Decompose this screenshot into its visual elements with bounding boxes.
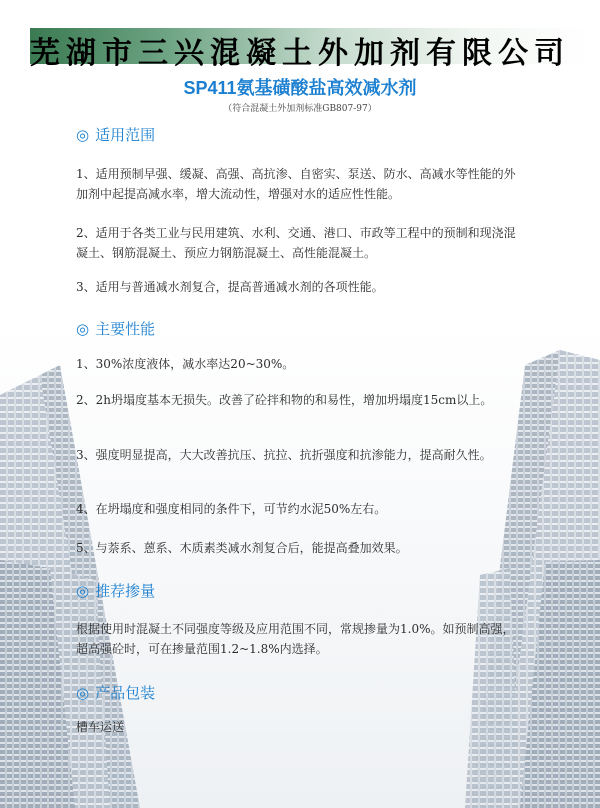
dosage-text: 根据使用时混凝土不同强度等级及应用范围不同，常规掺量为1.0%。如预制高强，超高强砼时，可在掺量范围1.2~1.8%内选择。 (76, 622, 515, 656)
product-title: SP411氨基磺酸盐高效减水剂 (183, 78, 417, 98)
performance-item-5: 5、与萘系、蒽系、木质素类减水剂复合后，能提高叠加效果。 (76, 541, 408, 555)
performance-item-1: 1、30%浓度液体，减水率达20~30%。 (76, 357, 295, 371)
standard-note: （符合混凝土外加剂标准GB807-97） (223, 104, 377, 114)
section-heading-dosage: ◎ 推荐掺量 (76, 582, 156, 600)
scope-item-1: 1、适用预制早强、缓凝、高强、高抗渗、自密实、泵送、防水、高减水等性能的外加剂中起提高减水率，增大流动性，增强对水的适应性性能。 (76, 167, 516, 201)
section-heading-performance: ◎ 主要性能 (76, 320, 156, 338)
bullet-icon: ◎ (76, 320, 90, 338)
bullet-icon: ◎ (76, 582, 90, 600)
performance-item-2: 2、2h坍塌度基本无损失。改善了砼拌和物的和易性，增加坍塌度15cm以上。 (76, 393, 493, 407)
bullet-icon: ◎ (76, 684, 90, 702)
performance-item-3: 3、强度明显提高，大大改善抗压、抗拉、抗折强度和抗渗能力，提高耐久性。 (76, 448, 492, 462)
performance-item-4: 4、在坍塌度和强度相同的条件下，可节约水泥50%左右。 (76, 502, 387, 516)
section-heading-packaging: ◎ 产品包装 (76, 684, 156, 702)
scope-item-3: 3、适用与普通减水剂复合，提高普通减水剂的各项性能。 (76, 280, 384, 294)
bullet-icon: ◎ (76, 126, 90, 144)
section-heading-scope: ◎ 适用范围 (76, 126, 156, 144)
scope-item-2: 2、适用于各类工业与民用建筑、水利、交通、港口、市政等工程中的预制和现浇混凝土、钢筋混凝土、预应力钢筋混凝土、高性能混凝土。 (76, 226, 516, 260)
packaging-text: 槽车运送 (76, 720, 125, 734)
company-name: 芜湖市三兴混凝土外加剂有限公司 (30, 36, 570, 71)
